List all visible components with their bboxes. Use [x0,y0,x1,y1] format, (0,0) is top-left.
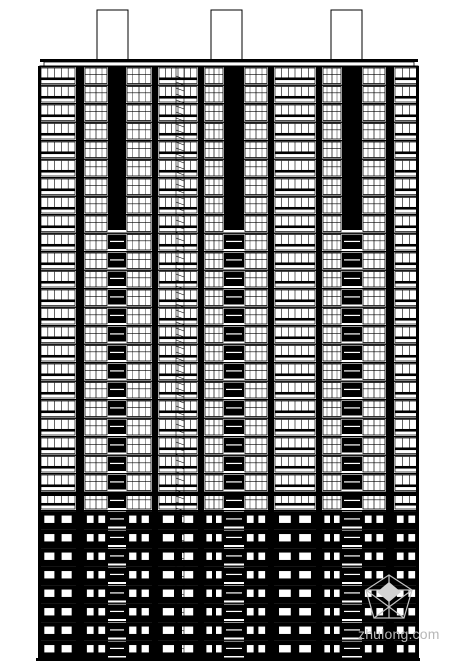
recess-notch-1 [224,66,244,230]
zone-band [40,492,418,496]
edge-left [38,66,41,658]
ground-line [36,658,420,661]
recess-notch-2 [342,66,362,230]
rooftop-tower-left [97,10,128,60]
watermark-text: zhulong.com [358,626,440,642]
roof-parapet [40,59,418,66]
recess-notch-0 [108,66,126,230]
rooftop-tower-right [331,10,362,60]
rooftop-towers [97,10,362,60]
rooftop-tower-center [211,10,242,60]
facade [38,66,419,658]
edge-right [416,66,419,658]
watermark-logo [360,572,418,624]
